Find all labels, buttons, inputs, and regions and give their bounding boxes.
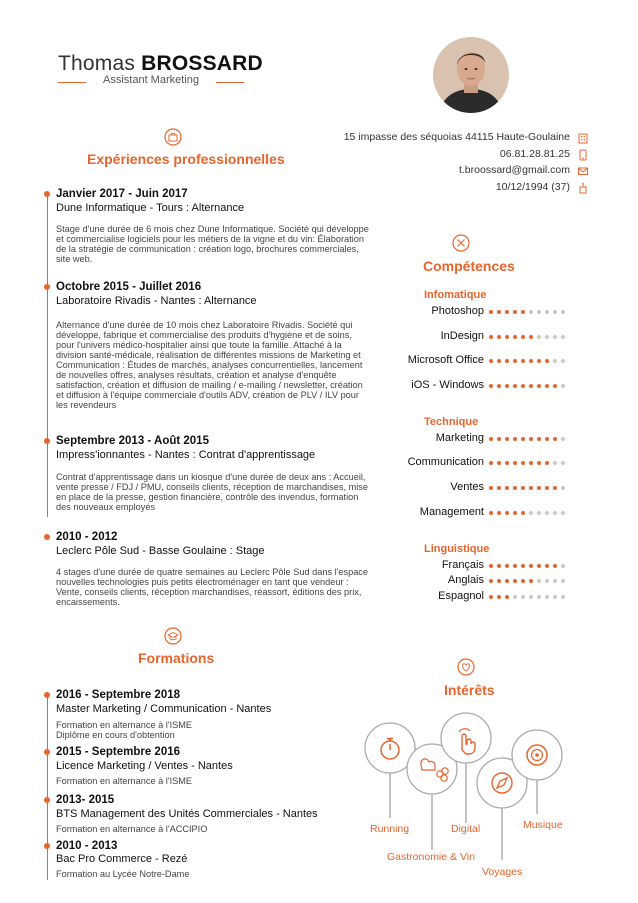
formation-date: 2015 - Septembre 2016 <box>56 746 181 758</box>
skill-name: Management <box>419 506 484 518</box>
rating-dot-filled <box>521 511 525 515</box>
rating-dot-empty <box>553 359 557 363</box>
rating-dot-filled <box>537 384 541 388</box>
rating-dot-filled <box>505 359 509 363</box>
rating-dot-filled <box>489 486 493 490</box>
skill-category: Technique <box>424 416 479 428</box>
rating-dot-empty <box>561 595 565 599</box>
rating-dot-filled <box>521 486 525 490</box>
briefcase-icon <box>164 128 182 146</box>
rating-dot-filled <box>545 359 549 363</box>
interest-music <box>512 730 562 780</box>
rating-dot-filled <box>497 564 501 568</box>
rating-dot-filled <box>489 310 493 314</box>
contact-birth: 10/12/1994 (37) <box>495 181 570 193</box>
rating-dot-filled <box>505 564 509 568</box>
rating-dot-filled <box>505 595 509 599</box>
mail-icon <box>577 165 589 177</box>
formation-org: Licence Marketing / Ventes - Nantes <box>56 760 233 772</box>
rating-dot-filled <box>513 437 517 441</box>
rating-dot-filled <box>537 486 541 490</box>
contact-address: 15 impasse des séquoias 44115 Haute-Goulaine <box>343 131 570 143</box>
interest-label: Musique <box>523 819 563 831</box>
experience-timeline <box>47 195 48 517</box>
experience-desc: Stage d'une durée de 6 mois chez Dune Informatique. Société qui développe et commercialise logiciels pour les métiers de la vigne et du vin: Élaboration de la stratégie de communication : création logo, brochures commerciales, site web. <box>56 224 369 264</box>
timeline-dot <box>44 284 50 290</box>
formation-desc: Formation au Lycée Notre-Dame <box>56 869 190 879</box>
rating-dot-filled <box>489 511 493 515</box>
rating-dot-empty <box>537 310 541 314</box>
interest-label: Voyages <box>482 866 523 878</box>
rating-dot-filled <box>521 359 525 363</box>
rating-dot-empty <box>553 310 557 314</box>
rating-dot-filled <box>497 437 501 441</box>
formation-date: 2013- 2015 <box>56 794 115 806</box>
skill-name: InDesign <box>440 330 484 342</box>
rating-dot-filled <box>553 437 557 441</box>
rating-dot-filled <box>497 384 501 388</box>
rating-dot-filled <box>489 579 493 583</box>
rating-dot-filled <box>497 359 501 363</box>
rating-dot-empty <box>553 461 557 465</box>
rating-dot-filled <box>545 384 549 388</box>
rating-dot-empty <box>553 335 557 339</box>
building-icon <box>577 132 589 144</box>
rating-dot-empty <box>561 310 565 314</box>
experience-desc: Contrat d'apprentissage dans un kiosque d'une durée de deux ans : Accueil, vente presse / FDJ / PMU, conseils clients, réception de marchandises, mise en place de la presse, gestion financière, contrôle des invendus, formation des nouveaux employés <box>56 472 368 512</box>
skill-name: Photoshop <box>431 305 484 317</box>
rating-dot-empty <box>537 595 541 599</box>
first-name: Thomas <box>58 52 136 75</box>
timeline-dot <box>44 692 50 698</box>
formation-date: 2016 - Septembre 2018 <box>56 689 181 701</box>
rating-dot-filled <box>529 335 533 339</box>
rating-dot-empty <box>553 595 557 599</box>
rating-dot-empty <box>561 564 565 568</box>
rating-dot-filled <box>529 564 533 568</box>
rating-dot-empty <box>529 511 533 515</box>
experience-title: Expériences professionnelles <box>87 151 285 167</box>
rating-dot-filled <box>513 564 517 568</box>
formations-title: Formations <box>138 650 215 666</box>
rating-dot-empty <box>545 511 549 515</box>
rating-dot-empty <box>561 335 565 339</box>
interest-digital <box>441 713 491 763</box>
rating-dot-filled <box>545 437 549 441</box>
experience-date: Janvier 2017 - Juin 2017 <box>56 188 188 200</box>
skill-name: iOS - Windows <box>411 379 484 391</box>
rating-dot-empty <box>561 384 565 388</box>
rating-dot-filled <box>497 511 501 515</box>
rating-dot-filled <box>489 461 493 465</box>
experience-date: 2010 - 2012 <box>56 531 118 543</box>
rating-dot-empty <box>521 595 525 599</box>
formation-org: Master Marketing / Communication - Nantes <box>56 703 272 715</box>
divider <box>216 82 244 83</box>
experience-org: Laboratoire Rivadis - Nantes : Alternance <box>56 295 257 307</box>
rating-dot-filled <box>505 486 509 490</box>
interest-label: Digital <box>451 823 481 835</box>
rating-dot-filled <box>529 437 533 441</box>
rating-dot-filled <box>513 461 517 465</box>
rating-dot-empty <box>545 595 549 599</box>
rating-dot-filled <box>521 437 525 441</box>
rating-dot-filled <box>497 461 501 465</box>
skill-name: Ventes <box>450 481 484 493</box>
rating-dot-empty <box>561 437 565 441</box>
rating-dot-filled <box>513 384 517 388</box>
rating-dot-empty <box>545 335 549 339</box>
rating-dot-empty <box>537 579 541 583</box>
rating-dot-filled <box>497 310 501 314</box>
formation-desc: Formation en alternance à l'ISME <box>56 776 193 786</box>
rating-dot-filled <box>489 359 493 363</box>
experience-org: Leclerc Pôle Sud - Basse Goulaine : Stage <box>56 545 265 557</box>
rating-dot-filled <box>513 310 517 314</box>
cake-icon <box>577 182 589 194</box>
experience-org: Impress'ionnantes - Nantes : Contrat d'apprentissage <box>56 449 316 461</box>
rating-dot-filled <box>489 437 493 441</box>
experience-org: Dune Informatique - Tours : Alternance <box>56 202 245 214</box>
skill-name: Marketing <box>435 432 484 444</box>
rating-dot-empty <box>545 310 549 314</box>
rating-dot-filled <box>537 461 541 465</box>
rating-dot-filled <box>521 310 525 314</box>
rating-dot-filled <box>553 384 557 388</box>
rating-dot-filled <box>505 335 509 339</box>
rating-dot-filled <box>521 564 525 568</box>
skill-name: Communication <box>407 456 484 468</box>
experience-desc: 4 stages d'une durée de quatre semaines au Leclerc Pôle Sud dans l'espace nouvelles technologies puis petits électroménager en tant que vendeur : Vente, conseils clients, réception marchandises, réassort, éditions des prix, encaissements. <box>56 567 369 607</box>
rating-dot-filled <box>545 564 549 568</box>
rating-dot-empty <box>561 359 565 363</box>
rating-dot-filled <box>545 486 549 490</box>
rating-dot-filled <box>513 579 517 583</box>
interest-label: Gastronomie & Vin <box>387 851 475 863</box>
interests-title: Intérêts <box>444 682 495 698</box>
formations-timeline <box>47 692 48 880</box>
rating-dot-filled <box>489 384 493 388</box>
timeline-dot <box>44 438 50 444</box>
rating-dot-filled <box>537 359 541 363</box>
rating-dot-filled <box>529 461 533 465</box>
rating-dot-empty <box>561 486 565 490</box>
tools-icon <box>452 234 470 252</box>
skill-category: Infomatique <box>424 289 487 301</box>
phone-icon <box>577 149 589 161</box>
rating-dot-filled <box>545 461 549 465</box>
heart-icon <box>457 658 475 676</box>
rating-dot-filled <box>505 579 509 583</box>
divider <box>58 82 86 83</box>
rating-dot-filled <box>529 486 533 490</box>
formation-org: Bac Pro Commerce - Rezé <box>56 853 188 865</box>
rating-dot-empty <box>553 579 557 583</box>
rating-dot-filled <box>489 595 493 599</box>
formation-desc: Formation en alternance à l'ISME Diplôme en cours d'obtention <box>56 720 193 740</box>
skill-category: Linguistique <box>424 543 490 555</box>
job-title-text: Assistant Marketing <box>103 74 199 86</box>
timeline-dot <box>44 749 50 755</box>
job-title <box>58 74 244 90</box>
rating-dot-filled <box>505 461 509 465</box>
skill-name: Français <box>441 559 484 571</box>
timeline-dot <box>44 797 50 803</box>
rating-dot-filled <box>529 384 533 388</box>
rating-dot-empty <box>529 310 533 314</box>
rating-dot-filled <box>513 335 517 339</box>
interest-label: Running <box>370 823 410 835</box>
rating-dot-filled <box>489 335 493 339</box>
rating-dot-filled <box>553 486 557 490</box>
experience-desc: Alternance d'une durée de 10 mois chez Laboratoire Rivadis. Société qui développe, fabrique et commercialise des produits d'hygiène et de soins, pour l'univers médico-hospitalier ainsi que toute la famille. Attaché à la division santé-médicale, réalisation de différentes missions de Marketing et Communication : Études de marchés, analyses concurrentielles, lancement de nouvelles offres, analyses résultats, création et analyse d'enquête satisfaction, création et diffusion de mailing / e-mailing / newsletter, création et diffusion à l'équipe commerciale d'outils ADV, création de PLV / ILV pour les revendeurs <box>56 320 363 410</box>
rating-dot-filled <box>497 579 501 583</box>
contact-email[interactable]: t.broossard@gmail.com <box>458 164 570 176</box>
rating-dot-empty <box>553 511 557 515</box>
formation-date: 2010 - 2013 <box>56 840 118 852</box>
contact-phone: 06.81.28.81.25 <box>499 148 570 160</box>
formation-desc: Formation en alternance à l'ACCIPIO <box>56 824 208 834</box>
full-name <box>58 52 263 76</box>
profile-photo <box>433 37 509 113</box>
rating-dot-filled <box>521 384 525 388</box>
rating-dot-filled <box>537 564 541 568</box>
graduation-icon <box>164 627 182 645</box>
rating-dot-empty <box>561 511 565 515</box>
timeline-dot <box>44 534 50 540</box>
experience-date: Septembre 2013 - Août 2015 <box>56 435 209 447</box>
timeline-dot <box>44 843 50 849</box>
rating-dot-filled <box>537 437 541 441</box>
rating-dot-empty <box>561 579 565 583</box>
rating-dot-empty <box>545 579 549 583</box>
rating-dot-filled <box>513 359 517 363</box>
rating-dot-empty <box>513 595 517 599</box>
rating-dot-filled <box>529 359 533 363</box>
rating-dot-filled <box>497 486 501 490</box>
rating-dot-filled <box>521 579 525 583</box>
skill-name: Anglais <box>447 574 484 586</box>
rating-dot-filled <box>505 310 509 314</box>
formation-org: BTS Management des Unités Commerciales - Nantes <box>56 808 318 820</box>
rating-dot-filled <box>521 461 525 465</box>
rating-dot-filled <box>513 486 517 490</box>
rating-dot-empty <box>537 335 541 339</box>
rating-dot-filled <box>529 579 533 583</box>
experience-date: Octobre 2015 - Juillet 2016 <box>56 281 202 293</box>
skill-name: Espagnol <box>438 590 484 602</box>
rating-dot-empty <box>529 595 533 599</box>
rating-dot-empty <box>537 511 541 515</box>
rating-dot-filled <box>505 511 509 515</box>
timeline-dot <box>44 191 50 197</box>
skills-title: Compétences <box>423 258 515 274</box>
rating-dot-filled <box>489 564 493 568</box>
skill-name: Microsoft Office <box>407 354 484 366</box>
interests-diagram <box>360 710 580 860</box>
rating-dot-filled <box>497 595 501 599</box>
rating-dot-filled <box>505 437 509 441</box>
rating-dot-filled <box>553 564 557 568</box>
rating-dot-filled <box>497 335 501 339</box>
last-name: BROSSARD <box>141 52 263 75</box>
portrait-image <box>433 37 509 113</box>
rating-dot-empty <box>561 461 565 465</box>
rating-dot-filled <box>521 335 525 339</box>
rating-dot-filled <box>505 384 509 388</box>
rating-dot-filled <box>513 511 517 515</box>
